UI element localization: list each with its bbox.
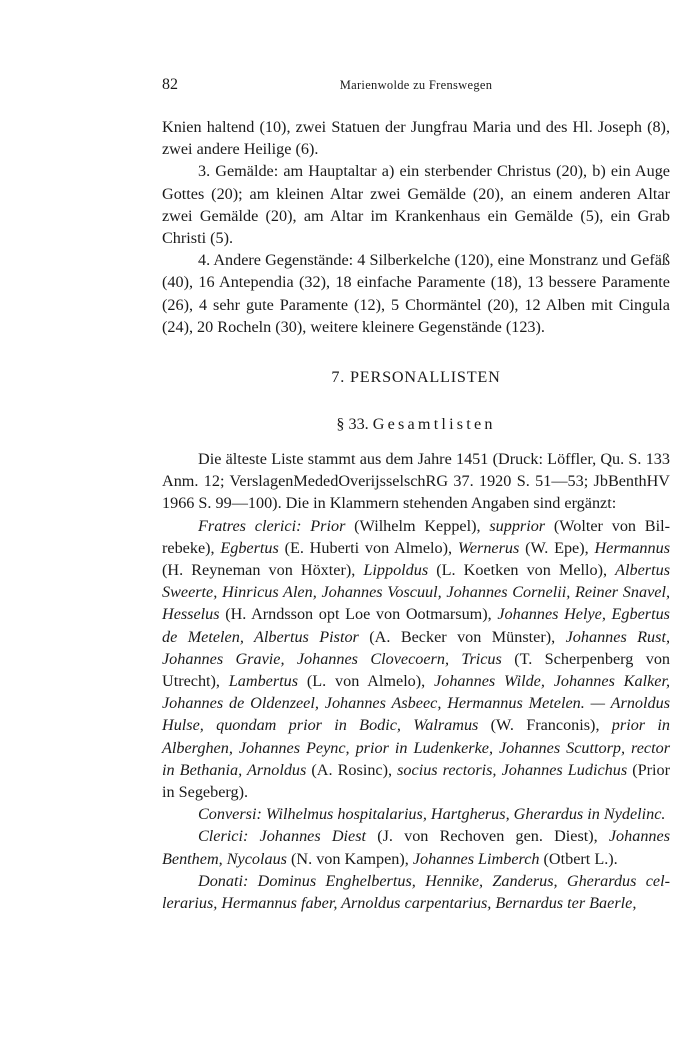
italic-name-run: socius rectoris, Johannes Ludichus (397, 760, 628, 779)
text-run: (J. von Rechoven gen. Diest), (366, 827, 609, 846)
text-run: (Otbert L.). (539, 849, 618, 868)
text-run: (A. Rosinc), (306, 760, 398, 779)
paragraph-paintings: 3. Gemälde: am Hauptaltar a) ein sterbender Christus (20), b) ein Auge Gottes (20); am kleinen Altar zwei Gemälde (20), an einem anderen Altar zwei Gemälde (20), am Altar im Krankenhaus ein Gemälde (5), ein Grab Christi (5). (162, 162, 670, 248)
chapter-heading: 7. PERSONALLISTEN (331, 368, 501, 387)
section-heading (162, 415, 670, 434)
text-run: (E. Huberti von Almelo), (278, 538, 458, 557)
italic-name-run: Clerici: Johannes Diest (198, 827, 367, 846)
paragraph-fratres-clerici (162, 515, 670, 804)
running-head (162, 76, 670, 96)
paragraph-donati (162, 870, 670, 914)
italic-name-run: Fratres clerici: Prior (198, 516, 346, 535)
paragraph-statues: Knien haltend (10), zwei Statuen der Jungfrau Maria und des Hl. Joseph (8), zwei andere Heilige (6). (162, 118, 670, 159)
italic-name-run: Johannes Wilde, Johannes Kalker, Johannes de Oldenzeel, Johannes Asbeec, Hermannus Metelen. — Arnoldus Hulse, quondam prior in Bodic, Walramus (162, 672, 670, 735)
text-run: (Wilhelm Keppel), (345, 516, 490, 535)
italic-name-run: Hermannus (594, 538, 670, 557)
running-title: Marienwolde zu Frenswegen (339, 78, 493, 92)
text-run: (H. Arndsson opt Loe von Ootmarsum), (219, 605, 498, 624)
section-number: § 33. (336, 415, 369, 434)
paragraph-clerici (162, 825, 670, 869)
text-run: (L. von Almelo), (298, 672, 435, 691)
text-run: (W. Franconis), (478, 716, 612, 735)
italic-name-run: Albertus Sweerte, Hinricus Alen, Johannes Voscuul, Johannes Cornelii, Reiner Snavel, Hesselus (162, 561, 670, 624)
text-run: (W. Epe), (519, 538, 595, 557)
paragraph-intro: Die älteste Liste stammt aus dem Jahre 1451 (Druck: Löffler, Qu. S. 133 Anm. 12; VerslagenMededOverijsselschRG 37. 1920 S. 51—53; JbBenthHV 1966 S. 99—100). Die in Klammern stehenden Angaben sind ergänzt: (162, 450, 670, 513)
italic-name-run: supprior (489, 516, 546, 535)
italic-name-run: Johannes Benthem, Nycolaus (162, 827, 670, 868)
text-run: (T. Scherpenberg von Utrecht), (162, 649, 671, 691)
italic-name-run: Wernerus (457, 538, 520, 557)
italic-name-run: Donati: Dominus Enghelbertus, Hennike, Zanderus, Gherardus cellerarius, Hermannus faber, Arnoldus carpentarius, Bernardus ter Baerle, (162, 871, 670, 913)
italic-name-run: Egbertus (220, 538, 279, 557)
italic-name-run: Lambertus (228, 672, 299, 691)
italic-name-run: Conversi: Wilhelmus hospitalarius, Hartgherus, Gherardus in Nydelinc. (198, 805, 666, 824)
text-run: (Prior in Segeberg). (162, 760, 671, 802)
text-run: (A. Becker von Münster), (358, 627, 566, 646)
text-run: (H. Reyneman von Höxter), (162, 561, 364, 580)
page-number: 82 (162, 76, 178, 93)
paragraph-conversi (162, 803, 670, 825)
italic-name-run: Johannes Rust, Johannes Gravie, Johannes Clovecoern, Tricus (162, 627, 670, 668)
italic-name-run: prior in Alberghen, Johannes Peync, prior in Ludenkerke, Johannes Scuttorp, rector in Bethania, Arnoldus (162, 716, 670, 779)
text-run: (N. von Kampen), (286, 849, 413, 868)
body-text (162, 116, 670, 914)
text-run: (Wolter von Bilrebeke), (162, 516, 670, 557)
paragraph-other-objects: 4. Andere Gegenstände: 4 Silberkelche (120), eine Monstranz und Gefäß (40), 16 Antependia (32), 18 einfache Paramente (18), 13 bessere Paramente (26), 4 sehr gute Paramente (12), 5 Chormäntel (20), 12 Alben mit Cingula (24), 20 Rocheln (30), weitere kleinere Gegenstände (123). (162, 251, 670, 336)
text-run: (L. Koetken von Mello), (428, 561, 616, 580)
italic-name-run: Johannes Limberch (412, 849, 540, 868)
italic-name-run: Lippoldus (363, 561, 429, 580)
italic-name-run: Johannes Helye, Egbertus de Metelen, Albertus Pistor (162, 605, 670, 646)
section-title: Gesamtlisten (372, 415, 496, 434)
